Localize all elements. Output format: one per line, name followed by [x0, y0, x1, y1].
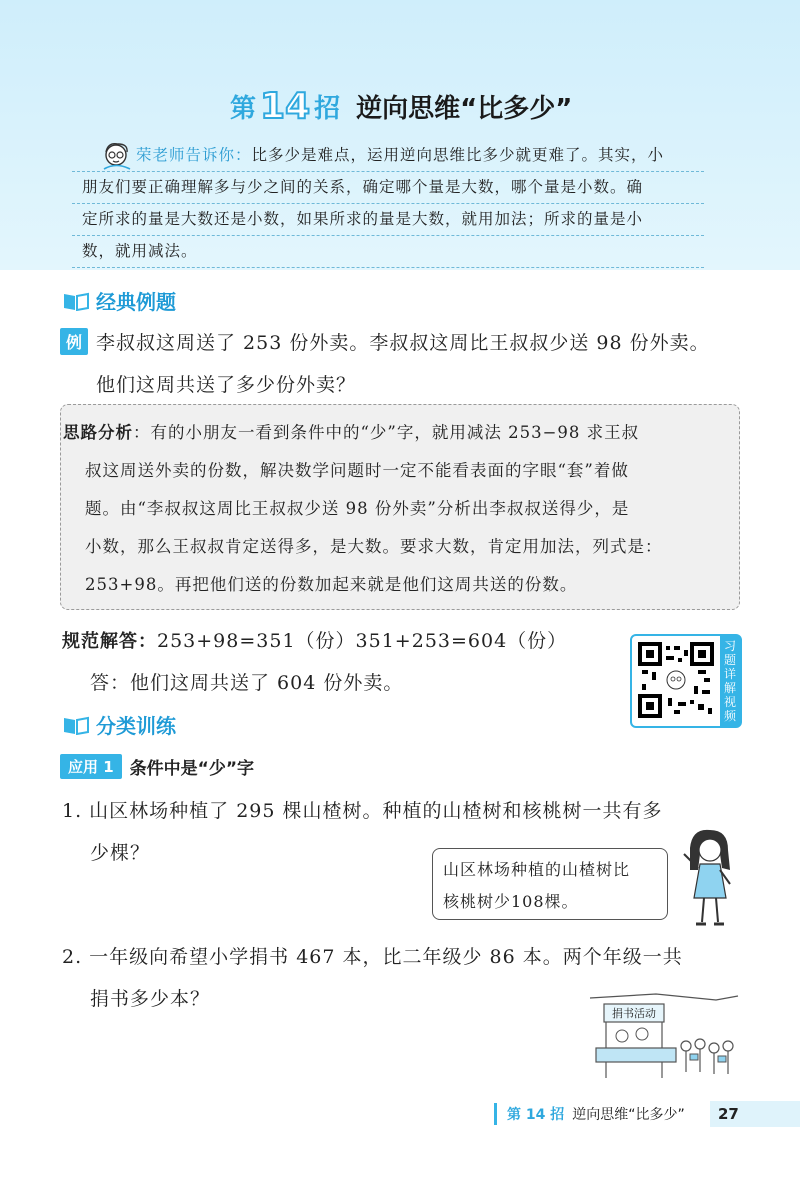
- tip-line-2: 朋友们要正确理解多与少之间的关系，确定哪个量是大数，哪个量是小数。确: [72, 172, 704, 204]
- page-footer: [494, 1103, 685, 1125]
- application-label: 应用 1: [60, 754, 122, 779]
- section-classified-training: [62, 710, 176, 739]
- donation-sign-text: 捐书活动: [612, 1007, 656, 1020]
- book-icon: [62, 715, 90, 735]
- example-line-1: 李叔叔这周送了 253 份外卖。李叔叔这周比王叔叔少送 98 份外卖。: [96, 332, 710, 354]
- qr-side-char: 频: [723, 709, 736, 723]
- teacher-tip: [72, 140, 704, 268]
- problem-2-line-1: 2. 一年级向希望小学捐书 467 本，比二年级少 86 本。两个年级一共: [62, 946, 683, 968]
- section-classic-examples: [62, 286, 176, 315]
- section-title: 经典例题: [96, 290, 176, 314]
- analysis-line-2: 叔这周送外卖的份数，解决数学问题时一定不能看表面的字眼“套”着做: [85, 461, 629, 480]
- solution-label: 规范解答：: [62, 631, 157, 652]
- analysis-line-1: [63, 419, 639, 443]
- chapter-prefix: 第: [230, 94, 257, 124]
- problem-1-line-2: 少棵？: [90, 842, 151, 864]
- tip-line-3: 定所求的量是大数还是小数，如果所求的量是大数，就用加法；所求的量是小: [72, 204, 704, 236]
- example-tag: 例: [60, 328, 88, 355]
- chapter-badge: [230, 86, 340, 127]
- solution-formula: 253+98=351（份）351+253=604（份）: [157, 630, 568, 652]
- bubble-line-1: 山区林场种植的山楂树比: [443, 860, 631, 879]
- book-donation-illustration: [586, 988, 742, 1088]
- girl-illustration: [670, 824, 750, 930]
- tip-text: 比多少是难点，运用逆向思维比多少就更难了。其实，小: [251, 146, 665, 164]
- qr-side-label: [720, 636, 740, 726]
- analysis-text: ：有的小朋友一看到条件中的“少”字，就用减法 253−98 求王叔: [133, 423, 640, 442]
- application-tag: [60, 754, 254, 779]
- bubble-line-2: 核桃树少108棵。: [443, 892, 579, 911]
- qr-side-char: 视: [723, 695, 736, 709]
- analysis-line-3: 题。由“李叔叔这周比王叔叔少送 98 份外卖”分析出李叔叔送得少，是: [85, 499, 630, 518]
- application-title: 条件中是“少”字: [129, 759, 255, 779]
- solution-answer: 答：他们这周共送了 604 份外卖。: [90, 672, 404, 694]
- footer-title: 逆向思维“比多少”: [572, 1107, 685, 1123]
- qr-side-char: 详: [723, 667, 736, 681]
- problem-2-line-2: 捐书多少本？: [90, 988, 211, 1010]
- chapter-number: 14: [260, 86, 311, 127]
- page-number: 27: [710, 1101, 800, 1127]
- qr-side-char: 习: [723, 639, 736, 653]
- problem-1-line-1: 1. 山区林场种植了 295 棵山楂树。种植的山楂树和核桃树一共有多: [62, 800, 663, 822]
- chapter-title: [230, 86, 572, 127]
- speech-bubble: [432, 848, 668, 920]
- analysis-line-5: 253+98。再把他们送的份数加起来就是他们这周共送的份数。: [85, 575, 578, 594]
- tip-line-1: [72, 140, 704, 172]
- qr-code-icon[interactable]: [638, 642, 714, 718]
- chapter-suffix: 招: [314, 94, 341, 124]
- tip-line-4: 数，就用减法。: [72, 236, 704, 268]
- footer-bar: [494, 1103, 497, 1125]
- footer-text: [507, 1104, 685, 1124]
- qr-code-panel[interactable]: [630, 634, 742, 728]
- footer-chapter: 第 14 招: [507, 1107, 565, 1123]
- solution-line: [62, 626, 567, 653]
- analysis-label: 思路分析: [63, 423, 133, 442]
- book-icon: [62, 291, 90, 311]
- qr-side-char: 解: [723, 681, 736, 695]
- tip-teacher-label: 荣老师告诉你：: [136, 146, 252, 164]
- analysis-line-4: 小数，那么王叔叔肯定送得多，是大数。要求大数，肯定用加法，列式是：: [85, 537, 663, 556]
- chapter-title-text: 逆向思维“比多少”: [356, 94, 573, 124]
- example-line-2: 他们这周共送了多少份外卖？: [96, 374, 357, 396]
- qr-side-char: 题: [723, 653, 736, 667]
- analysis-box: [60, 404, 740, 610]
- section-title: 分类训练: [96, 714, 176, 738]
